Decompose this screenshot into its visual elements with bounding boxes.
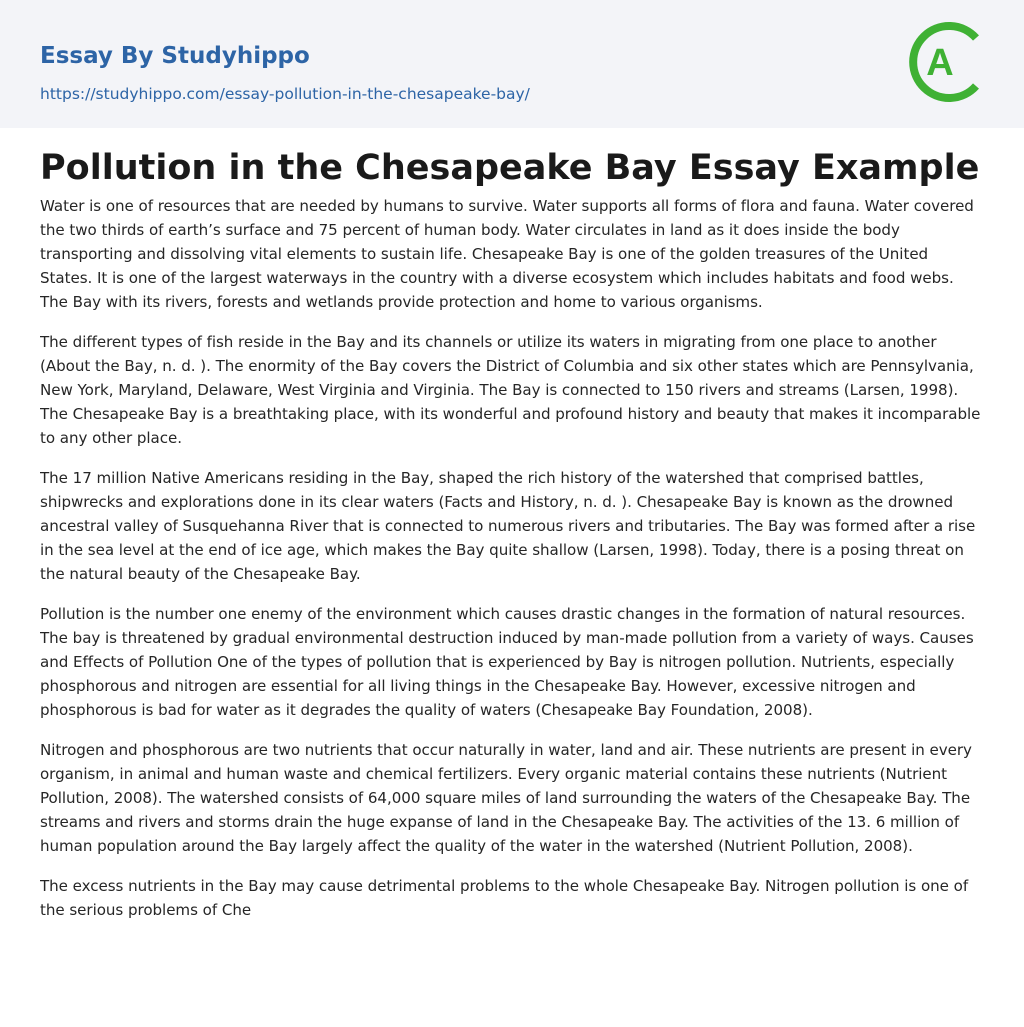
paragraph-2: The different types of fish reside in the Bay and its channels or utilize its waters in migrating from one place to another (About the Bay, n. d. ). The enormity of the Bay covers the District of Columbia and six other states which are Pennsylvania, New York, Maryland, Delaware, West Virginia and Virginia. The Bay is connected to 150 rivers and streams (Larsen, 1998). The Chesapeake Bay is a breathtaking place, with its wonderful and profound history and beauty that makes it incomparable to any other place. [40, 333, 981, 447]
article-body [40, 194, 984, 984]
site-title[interactable]: Essay By Studyhippo [40, 43, 310, 69]
paragraph-4: Pollution is the number one enemy of the environment which causes drastic changes in the formation of natural resources. The bay is threatened by gradual environmental destruction induced by man-made pollution from a variety of ways. Causes and Effects of Pollution One of the types of pollution that is experienced by Bay is nitrogen pollution. Nutrients, especially phosphorous and nitrogen are essential for all living things in the Chesapeake Bay. However, excessive nitrogen and phosphorous is bad for water as it degrades the quality of waters (Chesapeake Bay Foundation, 2008). [40, 605, 974, 719]
paragraph-5: Nitrogen and phosphorous are two nutrients that occur naturally in water, land and air. These nutrients are present in every organism, in animal and human waste and chemical fertilizers. Every organic material contains these nutrients (Nutrient Pollution, 2008). The watershed consists of 64,000 square miles of land surrounding the waters of the Chesapeake Bay. The streams and rivers and storms drain the huge expanse of land in the Chesapeake Bay. The activities of the 13. 6 million of human population around the Bay largely affect the quality of the water in the watershed (Nutrient Pollution, 2008). [40, 741, 972, 855]
studyhippo-logo-icon[interactable] [905, 18, 989, 106]
paragraph-1: Water is one of resources that are needed by humans to survive. Water supports all forms of flora and fauna. Water covered the two thirds of earth’s surface and 75 percent of human body. Water circulates in land as it does inside the body transporting and dissolving vital elements to sustain life. Chesapeake Bay is one of the golden treasures of the United States. It is one of the largest waterways in the country with a diverse ecosystem which includes habitats and food webs. The Bay with its rivers, forests and wetlands provide protection and home to various organisms. [40, 197, 974, 311]
paragraph-3: The 17 million Native Americans residing in the Bay, shaped the rich history of the watershed that comprised battles, shipwrecks and explorations done in its clear waters (Facts and History, n. d. ). Chesapeake Bay is known as the drowned ancestral valley of Susquehanna River that is connected to numerous rivers and tributaries. The Bay was formed after a rise in the sea level at the end of ice age, which makes the Bay quite shallow (Larsen, 1998). Today, there is a posing threat on the natural beauty of the Chesapeake Bay. [40, 469, 976, 583]
site-header [0, 0, 1024, 128]
logo-letter: A [926, 42, 954, 84]
page-url-link[interactable]: https://studyhippo.com/essay-pollution-in-the-chesapeake-bay/ [40, 85, 530, 103]
page-title: Pollution in the Chesapeake Bay Essay Example [40, 148, 980, 188]
paragraph-6: The excess nutrients in the Bay may cause detrimental problems to the whole Chesapeake Bay. Nitrogen pollution is one of the serious problems of Che [40, 877, 969, 919]
